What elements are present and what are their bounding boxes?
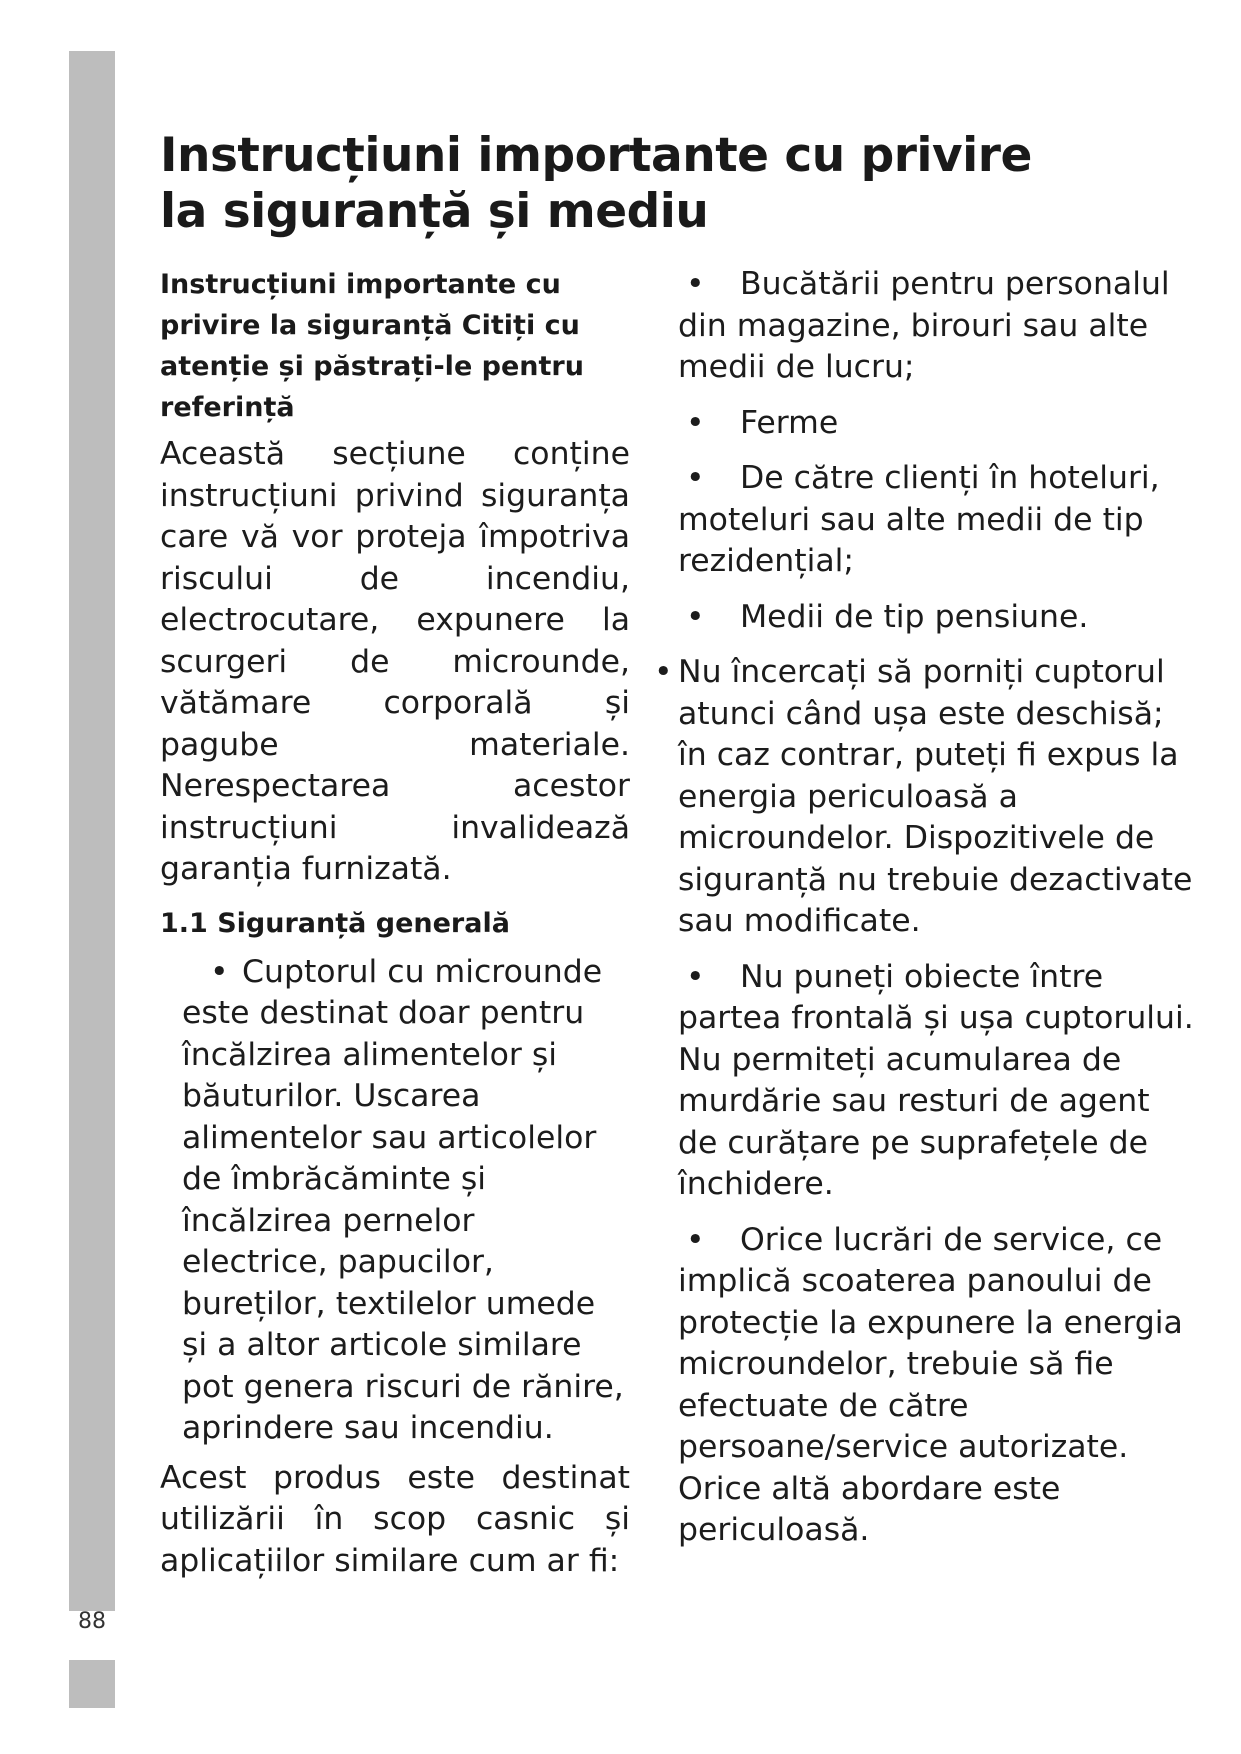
intro-heading: Instrucțiuni importante cu privire la siguranță Citiți cu atenție și păstrați-le pentru referință xyxy=(160,269,584,423)
list-item xyxy=(654,652,1198,943)
list-item xyxy=(678,458,1198,583)
list-item xyxy=(678,264,1198,389)
bullet-icon: • xyxy=(654,654,673,690)
bullet-icon: • xyxy=(686,1221,705,1258)
list-item-text: De către clienți în hoteluri, moteluri sau alte medii de tip rezidențial; xyxy=(678,460,1160,579)
bullet-icon: • xyxy=(686,404,705,441)
list-item xyxy=(678,957,1198,1206)
list-item xyxy=(678,597,1198,639)
list-item xyxy=(678,403,1198,445)
bullet-icon: • xyxy=(686,958,705,995)
intro-paragraph: Această secțiune conține instrucțiuni privind siguranța care vă vor proteja împotriva riscului de incendiu, electrocutare, expunere la scurgeri de microunde, vătămare corporală și pagube materiale. Nerespectarea acestor instrucțiuni invalidează garanția furnizată. xyxy=(160,436,630,887)
margin-bar-bottom xyxy=(69,1660,115,1708)
bullet-icon: • xyxy=(686,460,705,496)
right-column xyxy=(654,264,1198,1566)
list-item-text: Cuptorul cu microunde este destinat doar pentru încălzirea alimentelor și băuturilor. Uscarea alimentelor sau articolelor de îmbrăcăminte și încălzirea pernelor electrice, papucilor, bureților, textilelor umede și a altor articole similare pot genera riscuri de rănire, aprindere sau incendiu. xyxy=(182,953,624,1446)
section-heading: 1.1 Siguranță generală xyxy=(160,907,510,939)
bullet-icon: • xyxy=(686,266,705,302)
list-item-text: Nu încercați să porniți cuptorul atunci când ușa este deschisă; în caz contrar, puteți fi expus la energia periculoasă a microundelor. Dispozitivele de siguranță nu trebuie dezactivate sau modificate. xyxy=(678,654,1193,939)
list-item xyxy=(160,952,630,1450)
list-item-text: Nu puneți obiecte între partea frontală și ușa cuptorului. Nu permiteți acumularea de murdărie sau resturi de agent de curățare pe suprafețele de închidere. xyxy=(678,958,1194,1202)
margin-bar xyxy=(69,51,115,1611)
page-number: 88 xyxy=(78,1609,106,1634)
left-column xyxy=(160,264,630,1582)
list-item-text: Orice lucrări de service, ce implică scoaterea panoului de protecție la expunere la energia microundelor, trebuie să fie efectuate de către persoane/service autorizate. Orice altă abordare este periculoasă. xyxy=(678,1221,1183,1548)
list-item-text: Ferme xyxy=(740,404,839,441)
closing-paragraph: Acest produs este destinat utilizării în scop casnic și aplicațiilor similare cum ar fi: xyxy=(160,1459,630,1579)
list-item-text: Medii de tip pensiune. xyxy=(740,598,1089,635)
list-item-text: Bucătării pentru personalul din magazine, birouri sau alte medii de lucru; xyxy=(678,266,1170,385)
bullet-icon: • xyxy=(210,953,229,990)
bullet-icon: • xyxy=(686,598,705,635)
list-item xyxy=(678,1220,1198,1552)
page-title: Instrucțiuni importante cu privire la siguranță și mediu xyxy=(160,128,1032,239)
